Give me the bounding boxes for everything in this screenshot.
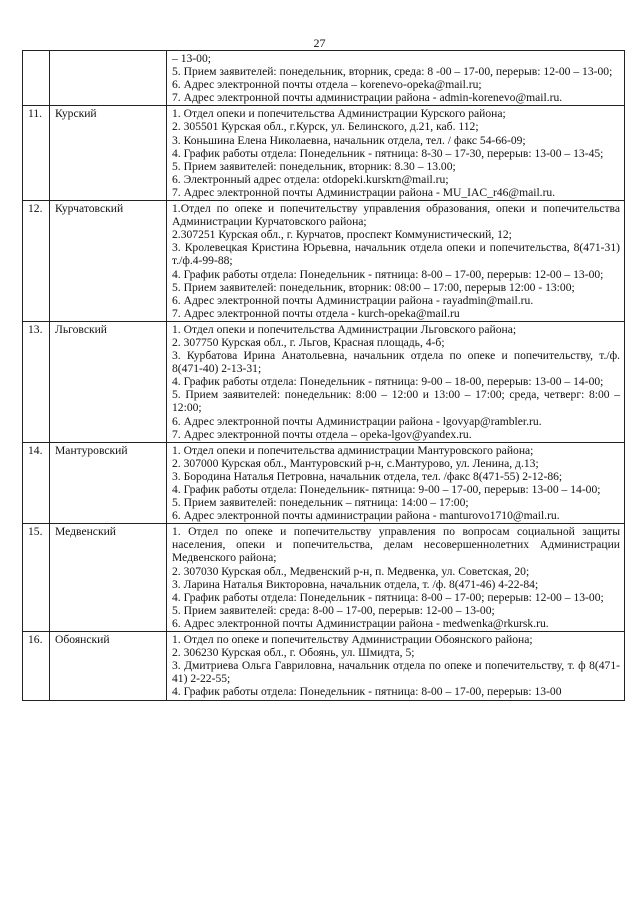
detail-line: 1. Отдел по опеке и попечительству управления по вопросам социальной защиты населения, опеки и попечительства, делам несовершеннолетних Администрации Медвенского района;: [172, 525, 620, 565]
district-name: Курский: [50, 106, 167, 201]
detail-line: 1.Отдел по опеке и попечительству управления образования, опеки и попечительства Администрации Курчатовского района;: [172, 202, 620, 229]
detail-line: 1. Отдел опеки и попечительства Администрации Курского района;: [172, 107, 506, 121]
detail-line: 6. Электронный адрес отдела: otdopeki.kurskrn@mail.ru;: [172, 172, 449, 186]
office-details: [167, 106, 625, 201]
row-number: 11.: [23, 106, 50, 201]
detail-line: 4. График работы отдела: Понедельник - пятница: 8-00 – 17-00, перерыв: 13-00: [172, 685, 562, 699]
detail-line: 5. Прием заявителей: понедельник – пятница: 14:00 – 17:00;: [172, 496, 469, 510]
detail-line: 3. Кролевецкая Кристина Юрьевна, начальник отдела опеки и попечительства, 8(471-31) т./ф.4-99-88;: [172, 241, 620, 268]
detail-line: 3. Коньшина Елена Николаевна, начальник отдела, тел. / факс 54-66-09;: [172, 133, 526, 147]
table-row: [23, 632, 625, 700]
office-details: [167, 442, 625, 524]
detail-line: 3. Дмитриева Ольга Гавриловна, начальник отдела по опеке и попечительству, т. ф 8(471-41) 2-22-55;: [172, 659, 620, 686]
detail-line: 6. Адрес электронной почты Администрации района - medwenka@rkursk.ru.: [172, 616, 549, 630]
detail-line: 4. График работы отдела: Понедельник - пятница: 8-00 – 17-00, перерыв: 12-00 – 13-00;: [172, 267, 604, 281]
detail-line: 2. 305501 Курская обл., г.Курск, ул. Белинского, д.21, каб. 112;: [172, 120, 479, 134]
table-row: [23, 524, 625, 632]
detail-line: 4. График работы отдела: Понедельник - пятница: 8-30 – 17-30, перерыв: 13-00 – 13-45;: [172, 146, 604, 160]
detail-line: 4. График работы отдела: Понедельник- пятница: 9-00 – 17-00, перерыв: 13-00 – 14-00;: [172, 483, 601, 496]
detail-line: 2.307251 Курская обл., г. Курчатов, проспект Коммунистический, 12;: [172, 228, 512, 242]
detail-line: 2. 307750 Курская обл., г. Льгов, Красная площадь, 4-б;: [172, 335, 445, 349]
district-name: Медвенский: [50, 524, 167, 632]
page-number: 27: [313, 36, 326, 50]
table-row: [23, 442, 625, 524]
detail-line: 7. Адрес электронной почты отдела – opeka-lgov@yandex.ru.: [172, 427, 472, 441]
office-details: [167, 321, 625, 442]
guardianship-offices-table: [22, 50, 625, 701]
table-row: [23, 201, 625, 322]
detail-line: 3. Бородина Наталья Петровна, начальник отдела, тел. /факс 8(471-55) 2-12-86;: [172, 469, 563, 483]
district-name: Мантуровский: [50, 442, 167, 524]
detail-line: 5. Прием заявителей: среда: 8-00 – 17-00, перерыв: 12-00 – 13-00;: [172, 603, 495, 617]
office-details: [167, 632, 625, 700]
detail-line: 4. График работы отдела: Понедельник - пятница: 9-00 – 18-00, перерыв: 13-00 – 14-00;: [172, 375, 604, 389]
detail-line: 6. Адрес электронной почты администрации района - manturovo1710@mail.ru.: [172, 509, 560, 523]
detail-line: 2. 307030 Курская обл., Медвенский р-н, п. Медвенка, ул. Советская, 20;: [172, 564, 530, 578]
detail-line: 5. Прием заявителей: понедельник, вторник: 08:00 – 17:00, перерыв 12:00 - 13:00;: [172, 280, 575, 294]
table-row: [23, 106, 625, 201]
detail-line: 5. Прием заявителей: понедельник, вторник: 8.30 – 13.00;: [172, 159, 456, 173]
detail-line: 5. Прием заявителей: понедельник, вторник, среда: 8 -00 – 17-00, перерыв: 12-00 – 13-00;: [172, 65, 613, 79]
table-body: [23, 51, 625, 701]
detail-line: 7. Адрес электронной почты отдела - kurch-opeka@mail.ru: [172, 306, 460, 320]
detail-line: 6. Адрес электронной почты Администрации района - lgovyap@rambler.ru.: [172, 414, 542, 428]
detail-line: 3. Ларина Наталья Викторовна, начальник отдела, т. /ф. 8(471-46) 4-22-84;: [172, 577, 539, 591]
detail-line: – 13-00;: [172, 52, 211, 65]
table-row: [23, 51, 625, 106]
office-details: [167, 51, 625, 106]
row-number: 16.: [23, 632, 50, 700]
detail-line: 6. Адрес электронной почты Администрации района - rayadmin@mail.ru.: [172, 293, 534, 307]
detail-line: 4. График работы отдела: Понедельник - пятница: 8-00 – 17-00; перерыв: 12-00 – 13-00;: [172, 590, 604, 604]
detail-line: 5. Прием заявителей: понедельник: 8:00 – 12:00 и 13:00 – 17:00; среда, четверг: 8:00 – 12:00;: [172, 388, 620, 415]
district-name: Курчатовский: [50, 201, 167, 322]
detail-line: 1. Отдел опеки и попечительства Администрации Льговского района;: [172, 322, 517, 336]
office-details: [167, 524, 625, 632]
row-number: 13.: [23, 321, 50, 442]
detail-line: 2. 307000 Курская обл., Мантуровский р-н, с.Мантурово, ул. Ленина, д.13;: [172, 456, 539, 470]
district-name: Льговский: [50, 321, 167, 442]
detail-line: 1. Отдел по опеке и попечительству Администрации Обоянского района;: [172, 633, 533, 647]
district-name: [50, 51, 167, 106]
office-details: [167, 201, 625, 322]
table-row: [23, 321, 625, 442]
detail-line: 6. Адрес электронной почты отдела – korenevo-opeka@mail.ru;: [172, 78, 482, 92]
detail-line: 7. Адрес электронной почты Администрации района - MU_IAC_r46@mail.ru.: [172, 185, 556, 199]
detail-line: 2. 306230 Курская обл., г. Обоянь, ул. Шмидта, 5;: [172, 646, 415, 660]
detail-line: 3. Курбатова Ирина Анатольевна, начальник отдела по опеке и попечительству, т./ф. 8(471-40) 2-13-31;: [172, 349, 620, 376]
district-name: Обоянский: [50, 632, 167, 700]
row-number: 15.: [23, 524, 50, 632]
row-number: 14.: [23, 442, 50, 524]
detail-line: 7. Адрес электронной почты администрации района - admin-korenevo@mail.ru.: [172, 91, 563, 105]
row-number: [23, 51, 50, 106]
detail-line: 1. Отдел опеки и попечительства администрации Мантуровского района;: [172, 443, 534, 457]
row-number: 12.: [23, 201, 50, 322]
